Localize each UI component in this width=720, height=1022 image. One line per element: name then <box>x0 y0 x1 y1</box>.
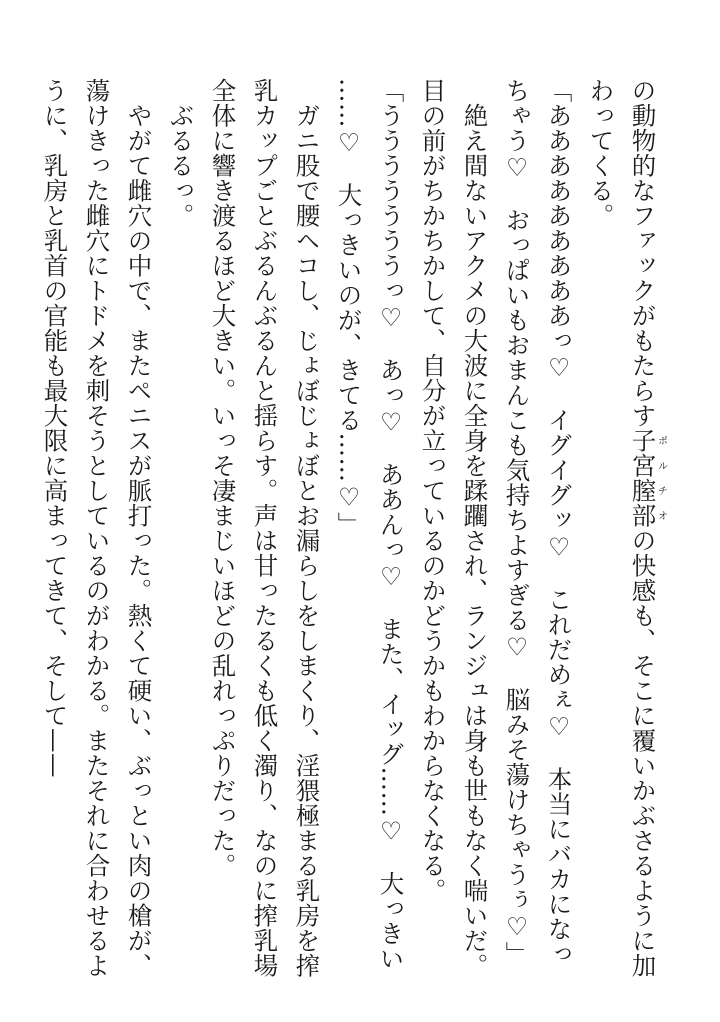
text-segment: ……♡ 大っきいのが、きてる……♡」 <box>334 78 364 537</box>
text-segment: 「あああああああああっ♡ イグイグッ♡ これだめぇ♡ 本当にバカになっ <box>544 78 574 967</box>
text-line <box>286 78 328 988</box>
text-segment: 絶え間ないアクメの大波に全身を蹂躙され、ランジュは身も世もなく喘いだ。 <box>460 102 490 978</box>
text-segment: ぶるるっ。 <box>166 102 196 228</box>
text-line <box>76 78 118 988</box>
text-line <box>580 78 622 988</box>
text-line <box>538 78 580 988</box>
text-line <box>118 78 160 988</box>
ruby-reading: ポルチオ <box>655 428 667 528</box>
ruby-word <box>628 428 667 528</box>
text-line <box>412 78 454 988</box>
text-line <box>328 78 370 988</box>
text-line <box>202 78 244 988</box>
text-segment: やがて雌穴の中で、またペニスが脈打った。熱くて硬い、ぶっとい肉の槍が、 <box>124 102 154 978</box>
text-segment: 乳カップごとぶるんぶるんと揺らす。声は甘ったるくも低く濁り、なのに搾乳場 <box>250 78 280 978</box>
text-line <box>622 78 667 988</box>
text-line <box>454 78 496 988</box>
text-segment: 全体に響き渡るほど大きい。いっそ凄まじいほどの乱れっぷりだった。 <box>208 78 238 878</box>
text-segment: の動物的なファックがもたらす <box>628 78 658 428</box>
ruby-base: 子宮膣部 <box>628 428 658 528</box>
text-line <box>244 78 286 988</box>
text-segment: わってくる。 <box>586 78 616 228</box>
text-line <box>160 78 202 988</box>
text-line <box>496 78 538 988</box>
text-segment: ガニ股で腰ヘコし、じょぼじょぼとお漏らしをしまくり、淫猥極まる乳房を搾 <box>292 102 322 978</box>
text-segment: 目の前がちかちかして、自分が立っているのかどうかもわからなくなる。 <box>418 78 448 903</box>
text-line <box>34 78 76 988</box>
text-segment: の快感も、そこに覆いかぶさるように加 <box>628 528 658 978</box>
text-segment: ちゃう♡ おっぱいもおまんこも気持ちよすぎる♡ 脳みそ蕩けちゃうぅ♡」 <box>502 78 532 967</box>
text-line <box>370 78 412 988</box>
vertical-text-body <box>34 78 667 988</box>
text-segment: 「うううううううっ♡ あっ♡ ああんっ♡ また、イッグ……♡ 大っきい <box>376 78 406 971</box>
text-segment: うに、乳房と乳首の官能も最大限に高まってきて、そして—— <box>40 78 70 778</box>
text-segment: 蕩けきった雌穴にトドメを刺そうとしているのがわかる。またそれに合わせるよ <box>82 78 112 978</box>
